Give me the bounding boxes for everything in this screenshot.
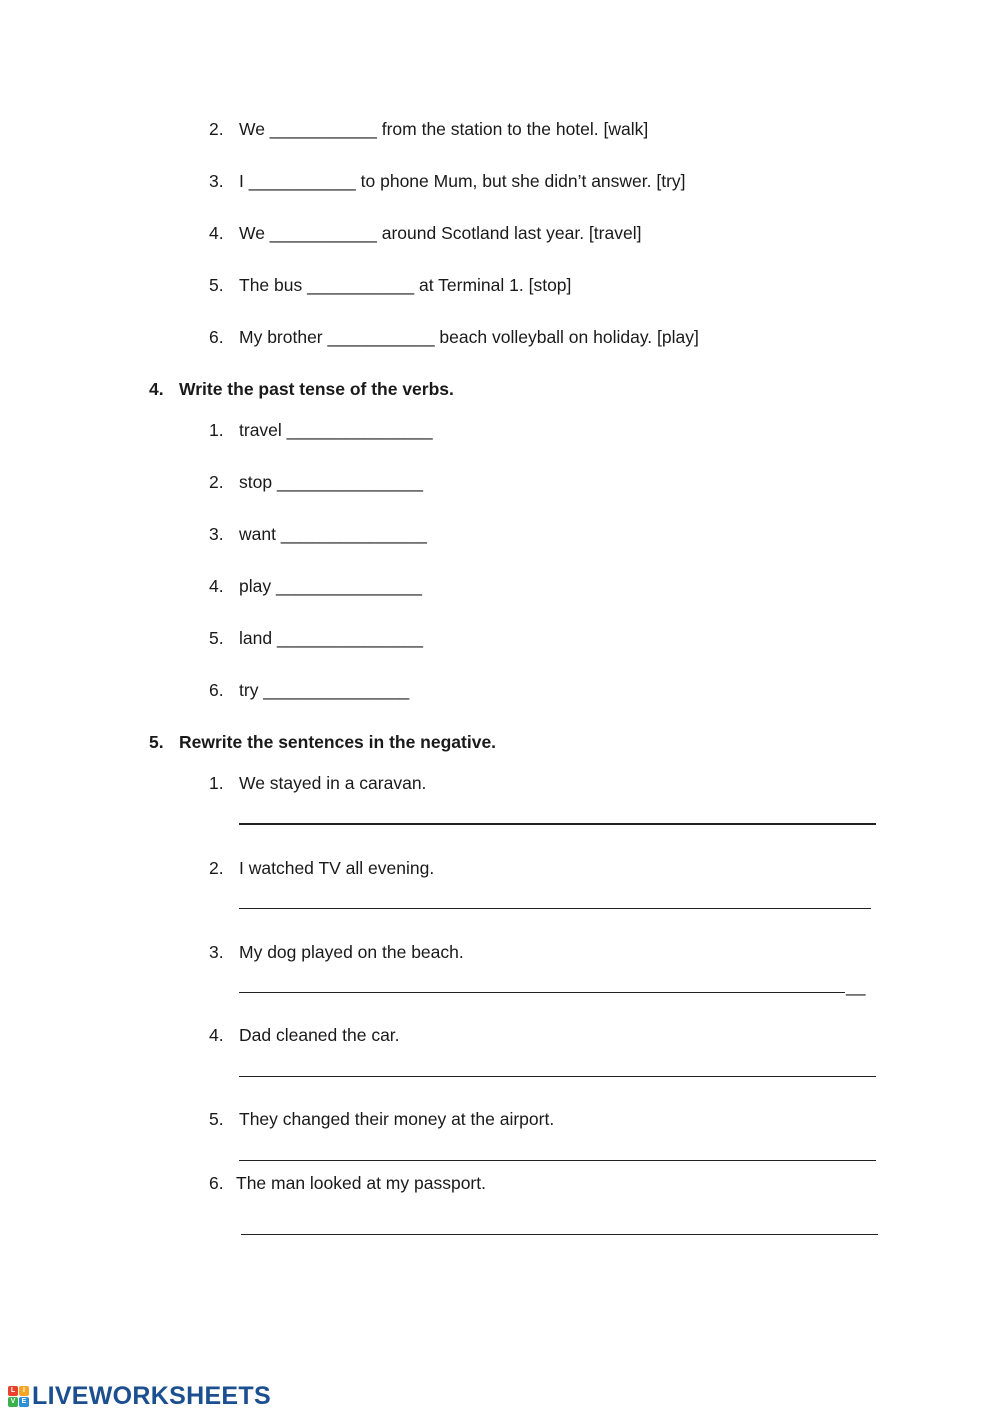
item-text: My brother ___________ beach volleyball on holiday. [play] [239,327,699,347]
ex5-item [209,772,426,794]
ex4-item [209,627,423,649]
ex4-item [209,471,423,493]
item-number: 5. [209,275,224,295]
logo-mark-icon [8,1386,29,1407]
item-text: We stayed in a caravan. [239,773,427,793]
item-text: We ___________ around Scotland last year. [travel] [239,223,642,243]
item-text: The bus ___________ at Terminal 1. [stop] [239,275,572,295]
logo-text: LIVEWORKSHEETS [32,1381,271,1410]
exercise5-heading [149,731,496,753]
item-number: 5. [209,628,224,648]
item-text: They changed their money at the airport. [239,1109,555,1129]
logo-mark-square: V [8,1397,18,1407]
ex5-item [209,1172,486,1194]
item-text: The man looked at my passport. [236,1173,486,1193]
answer-line[interactable] [239,1076,876,1077]
answer-line[interactable] [239,992,845,993]
item-number: 6. [209,327,224,347]
item-text: I watched TV all evening. [239,858,435,878]
item-number: 4. [209,223,224,243]
ex3-item [209,274,571,296]
item-number: 6. [209,1173,224,1193]
item-text: I ___________ to phone Mum, but she didn’t answer. [try] [239,171,686,191]
ex3-item [209,118,648,140]
heading-number: 5. [149,732,164,752]
item-number: 1. [209,420,224,440]
liveworksheets-logo [8,1382,271,1410]
item-text: travel _______________ [239,420,433,440]
logo-mark-square: I [19,1386,29,1396]
item-text: land _______________ [239,628,423,648]
item-number: 1. [209,773,224,793]
item-number: 2. [209,858,224,878]
heading-number: 4. [149,379,164,399]
answer-line-extra: __ [846,976,866,996]
item-number: 4. [209,1025,224,1045]
item-number: 3. [209,171,224,191]
answer-line[interactable] [241,1234,878,1235]
item-text: try _______________ [239,680,410,700]
item-number: 2. [209,119,224,139]
logo-mark-square: E [19,1397,29,1407]
item-number: 6. [209,680,224,700]
exercise4-heading [149,378,454,400]
ex4-item [209,419,433,441]
item-text: stop _______________ [239,472,423,492]
item-number: 3. [209,942,224,962]
ex4-item [209,679,409,701]
item-text: play _______________ [239,576,422,596]
ex5-item [209,1108,554,1130]
item-text: Dad cleaned the car. [239,1025,400,1045]
ex3-item [209,222,641,244]
heading-title: Write the past tense of the verbs. [179,379,454,399]
ex3-item [209,170,686,192]
item-number: 5. [209,1109,224,1129]
logo-mark-square: L [8,1386,18,1396]
item-number: 4. [209,576,224,596]
ex3-item [209,326,699,348]
ex4-item [209,523,427,545]
item-text: My dog played on the beach. [239,942,464,962]
item-number: 3. [209,524,224,544]
ex4-item [209,575,422,597]
ex5-item [209,941,464,963]
answer-line[interactable] [239,908,871,909]
answer-line[interactable] [239,823,876,825]
item-text: want _______________ [239,524,427,544]
ex5-item [209,1024,400,1046]
item-text: We ___________ from the station to the hotel. [walk] [239,119,649,139]
ex5-item [209,857,434,879]
answer-line[interactable] [239,1160,876,1161]
heading-title: Rewrite the sentences in the negative. [179,732,497,752]
item-number: 2. [209,472,224,492]
